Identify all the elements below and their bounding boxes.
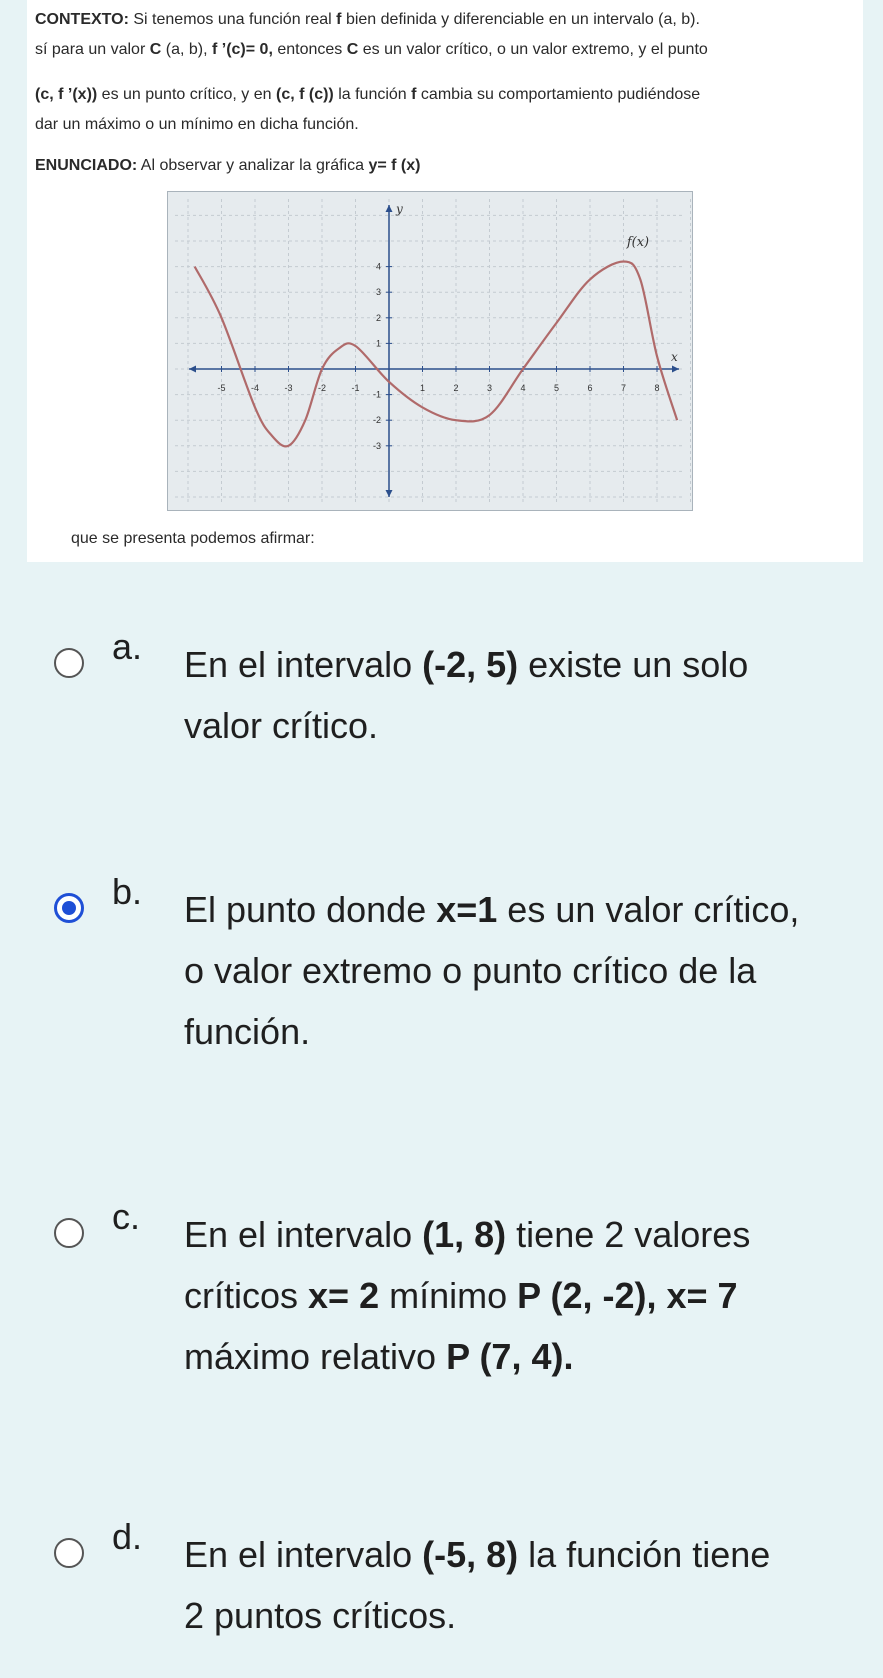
option-text-segment: tiene 2 valores — [506, 1214, 751, 1255]
enunciado-line: ENUNCIADO: Al observar y analizar la gráfica y= f (x) — [35, 157, 421, 174]
curve-label: f(x) — [626, 235, 650, 251]
function-graph — [167, 191, 693, 511]
option-text-bold: (1, 8) — [422, 1214, 507, 1255]
radio-button[interactable] — [54, 648, 84, 678]
y-tick-label: 1 — [375, 338, 381, 349]
x-tick-label: -4 — [250, 383, 260, 393]
option-text — [184, 879, 874, 1062]
y-axis-label: y — [396, 202, 403, 216]
after-graph-text: que se presenta podemos afirmar: — [71, 530, 315, 547]
option-text-segment: críticos — [184, 1275, 309, 1316]
option-text-segment: En el intervalo — [184, 644, 423, 685]
x-tick-label: 6 — [587, 383, 593, 393]
y-tick-label: 4 — [375, 261, 381, 272]
option-text — [184, 1204, 874, 1387]
option-text-bold: P (7, 4). — [446, 1336, 574, 1377]
option-text-segment: o valor extremo o punto crítico de la — [184, 950, 757, 991]
enunciado-label: ENUNCIADO: — [35, 157, 138, 174]
option-text-segment: máximo relativo — [184, 1336, 447, 1377]
option-text-line — [184, 1326, 874, 1387]
function-equation: y= f (x) — [368, 157, 421, 174]
option-text-segment: función. — [184, 1011, 311, 1052]
x-tick-label: -3 — [284, 383, 293, 393]
option-text-segment: es un valor crítico, — [497, 889, 800, 930]
y-tick-label: -1 — [372, 389, 381, 400]
context-line-1: CONTEXTO: Si tenemos una función real f bien definida y diferenciable en un intervalo (a, b). — [35, 11, 700, 28]
x-axis-label: x — [671, 350, 678, 364]
option-text-segment: la función tiene — [518, 1534, 771, 1575]
option-letter: a. — [112, 626, 143, 667]
option-text-segment: El punto donde — [184, 889, 437, 930]
question-card — [27, 0, 863, 562]
radio-button[interactable] — [54, 893, 84, 923]
option-text-segment: existe un solo — [518, 644, 749, 685]
y-tick-label: -2 — [372, 415, 381, 426]
option-text-line — [184, 1585, 874, 1646]
radio-button[interactable] — [54, 1218, 84, 1248]
option-text-segment: 2 puntos críticos. — [184, 1595, 457, 1636]
option-letter: d. — [112, 1516, 143, 1557]
option-letter: b. — [112, 871, 143, 912]
y-tick-label: 3 — [375, 287, 381, 298]
context-line-2: sí para un valor C (a, b), f ’(c)= 0, entonces C es un valor crítico, o un valor extremo, y el punto — [35, 41, 708, 58]
option-text-segment: valor crítico. — [184, 705, 379, 746]
x-tick-label: -5 — [217, 383, 226, 393]
x-tick-label: 2 — [453, 383, 459, 393]
option-text-line — [184, 695, 874, 756]
x-tick-label: -1 — [351, 383, 360, 393]
x-tick-label: 8 — [654, 383, 660, 393]
y-tick-label: 2 — [375, 312, 381, 323]
option-text-line — [184, 1265, 874, 1326]
option-text-line — [184, 1524, 874, 1585]
x-tick-label: 7 — [620, 383, 627, 393]
function-graph-svg — [167, 191, 693, 511]
x-tick-label: 3 — [486, 383, 493, 393]
option-text-segment: En el intervalo — [184, 1534, 423, 1575]
x-tick-label: -2 — [317, 383, 327, 393]
x-tick-label: 5 — [553, 383, 560, 393]
context-label: CONTEXTO: — [35, 11, 129, 28]
context-line-4: dar un máximo o un mínimo en dicha función. — [35, 116, 359, 133]
option-text-bold: x=1 — [436, 889, 498, 930]
radio-button[interactable] — [54, 1538, 84, 1568]
option-text-line — [184, 1001, 874, 1062]
option-text-segment: mínimo — [379, 1275, 518, 1316]
option-text-bold: (-2, 5) — [422, 644, 519, 685]
option-text-bold: x= 2 — [308, 1275, 380, 1316]
option-text-bold: (-5, 8) — [422, 1534, 519, 1575]
option-text-line — [184, 634, 874, 695]
x-tick-label: 4 — [520, 383, 526, 393]
option-text — [184, 1524, 874, 1646]
x-tick-label: 1 — [419, 383, 426, 393]
option-text-bold: P (2, -2), x= 7 — [517, 1275, 738, 1316]
option-text-line — [184, 1204, 874, 1265]
option-text-line — [184, 940, 874, 1001]
option-letter: c. — [112, 1196, 141, 1237]
option-text-segment: En el intervalo — [184, 1214, 423, 1255]
context-line-3: (c, f ’(x)) es un punto crítico, y en (c, f (c)) la función f cambia su comportamiento pudiéndose — [35, 86, 701, 103]
option-text — [184, 634, 874, 756]
graph-background — [167, 191, 693, 511]
option-text-line — [184, 879, 874, 940]
y-tick-label: -3 — [372, 440, 381, 451]
